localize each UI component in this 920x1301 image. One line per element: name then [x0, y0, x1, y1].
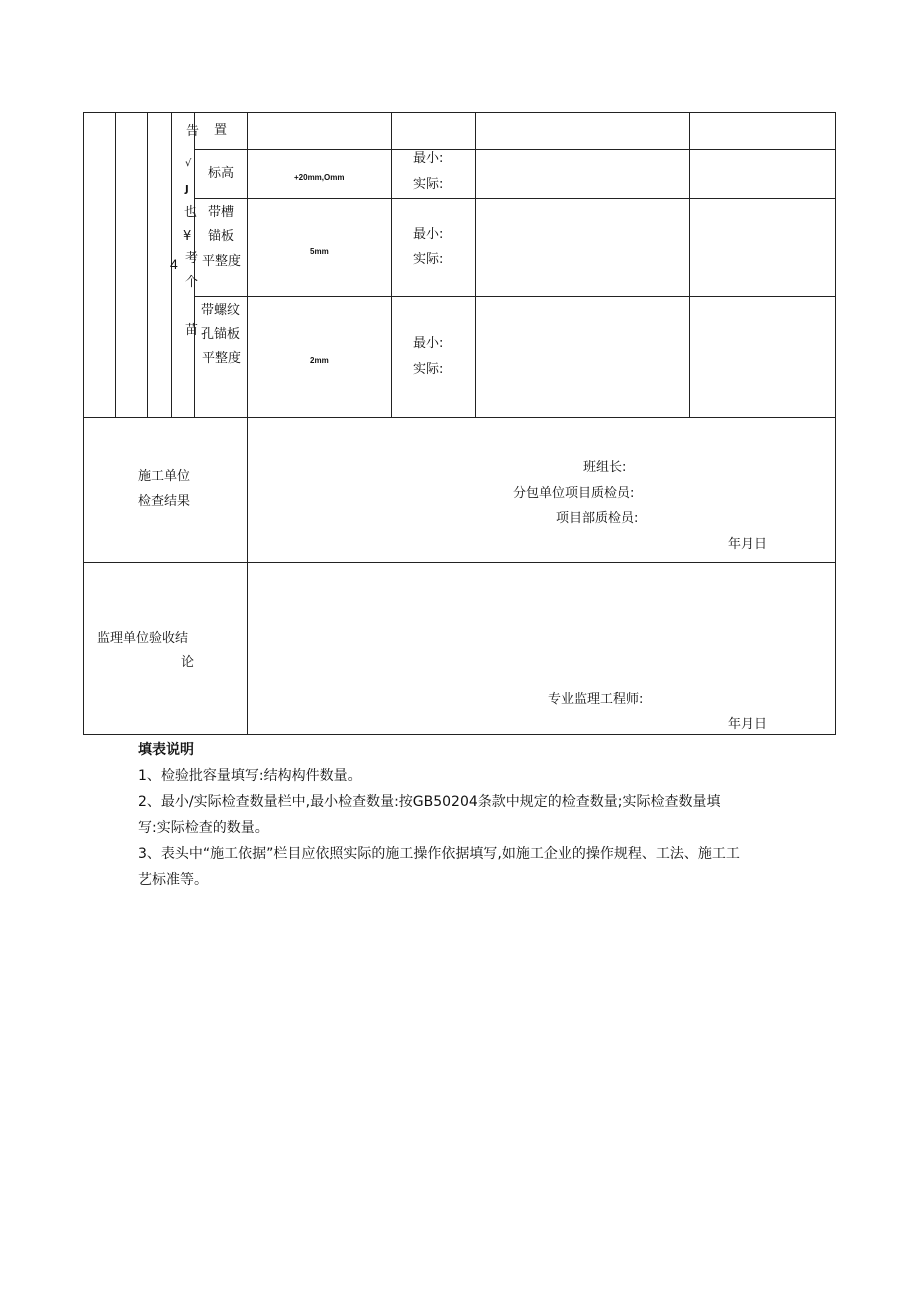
- row-name-line: 平整度: [202, 351, 242, 366]
- construction-label-line: 施工单位: [138, 469, 191, 484]
- row-name-elevation: 标高: [208, 166, 235, 181]
- row-divider: [194, 198, 836, 199]
- dept-inspector-signature-label: 项目部质检员:: [556, 511, 639, 526]
- col-divider: [475, 112, 476, 417]
- row-name-line: 锚板: [208, 229, 235, 244]
- side-glyph: √: [185, 158, 192, 169]
- min-label: 最小:: [413, 151, 444, 166]
- tolerance-value: 5mm: [310, 247, 329, 256]
- row-divider: [83, 562, 836, 563]
- notes-title: 填表说明: [138, 742, 194, 758]
- side-glyph: 告: [186, 124, 200, 139]
- row-divider: [83, 417, 836, 418]
- row-divider: [194, 296, 836, 297]
- col-divider: [115, 112, 116, 417]
- row-name-line: 平整度: [202, 254, 242, 269]
- table-border-left: [83, 112, 84, 735]
- side-glyph: 4: [170, 256, 178, 272]
- supervision-label-line: 论: [181, 655, 195, 670]
- col-divider: [247, 112, 248, 735]
- row-name-line: 带螺纹: [201, 303, 241, 318]
- actual-label: 实际:: [413, 177, 444, 192]
- col-divider: [689, 112, 690, 417]
- construction-label-line: 检查结果: [138, 494, 191, 509]
- note-item: 2、最小/实际检查数量栏中,最小检查数量:按GB50204条款中规定的检查数量;实际检查数量填: [138, 794, 721, 810]
- construction-date-label: 年月日: [728, 537, 768, 552]
- side-glyph: J: [185, 184, 189, 195]
- row-name-line: 带槽: [208, 205, 235, 220]
- table-border-top: [83, 112, 836, 113]
- supervision-date-label: 年月日: [728, 717, 768, 732]
- side-glyph: 个: [185, 275, 199, 290]
- table-border-bottom: [83, 734, 836, 735]
- col-divider: [147, 112, 148, 417]
- side-glyph: 苗: [185, 323, 199, 338]
- note-item: 艺标准等。: [138, 872, 208, 888]
- row-divider: [194, 149, 836, 150]
- engineer-signature-label: 专业监理工程师:: [548, 692, 644, 707]
- item-label: 置: [214, 123, 228, 138]
- tolerance-value: 2mm: [310, 356, 329, 365]
- min-label: 最小:: [413, 336, 444, 351]
- supervision-label-line: 监理单位验收结: [97, 631, 189, 646]
- side-glyph: 也: [184, 205, 198, 220]
- side-glyph: ¥: [183, 229, 192, 244]
- side-glyph: 考: [185, 251, 199, 266]
- table-border-right: [835, 112, 836, 735]
- actual-label: 实际:: [413, 362, 444, 377]
- min-label: 最小:: [413, 227, 444, 242]
- note-item: 3、表头中“施工依据”栏目应依照实际的施工操作依据填写,如施工企业的操作规程、工法、施工工: [138, 846, 740, 862]
- tolerance-value: +20mm,Omm: [294, 173, 345, 182]
- form-notes: [138, 737, 740, 893]
- actual-label: 实际:: [413, 252, 444, 267]
- sub-inspector-signature-label: 分包单位项目质检员:: [513, 486, 635, 501]
- col-divider: [391, 112, 392, 417]
- note-item: 写:实际检查的数量。: [138, 820, 269, 836]
- team-leader-signature-label: 班组长:: [583, 460, 627, 475]
- note-item: 1、检验批容量填写:结构构件数量。: [138, 768, 362, 784]
- row-name-line: 孔锚板: [201, 327, 241, 342]
